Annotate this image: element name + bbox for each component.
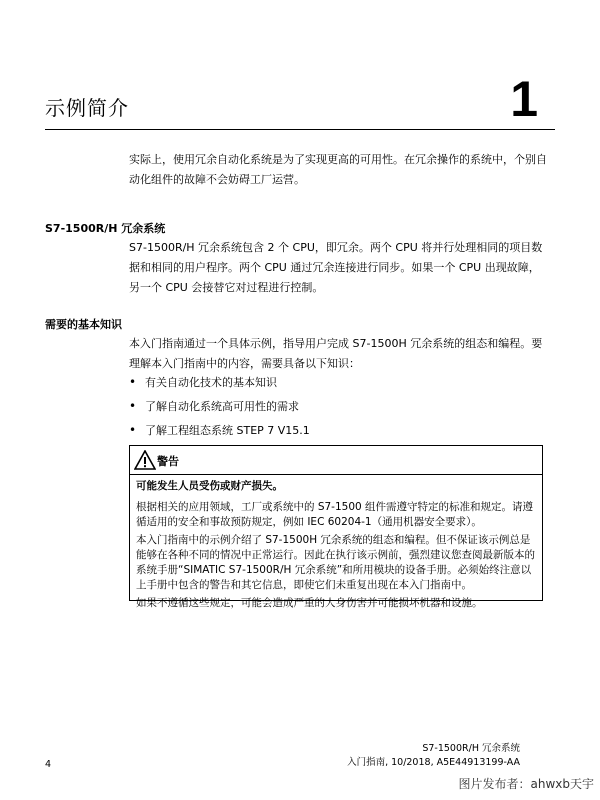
- bullet-item: [129, 398, 299, 415]
- footer-doc-info: 入门指南, 10/2018, A5E44913199-AA: [347, 757, 520, 768]
- bullet-icon: •: [129, 399, 137, 413]
- footer-doc-title: S7-1500R/H 冗余系统: [422, 743, 520, 754]
- bullet-text: 了解自动化系统高可用性的需求: [145, 400, 299, 413]
- warning-body: [130, 475, 542, 611]
- bullet-text: 了解工程组态系统 STEP 7 V15.1: [145, 424, 310, 437]
- section-heading-basic-knowledge: 需要的基本知识: [45, 318, 122, 331]
- page-number: 4: [45, 759, 52, 770]
- warning-triangle-icon: [134, 450, 156, 470]
- bullet-text: 有关自动化技术的基本知识: [145, 376, 277, 389]
- bullet-item: [129, 374, 277, 391]
- section-paragraph-basic-knowledge: 本入门指南通过一个具体示例，指导用户完成 S7-1500H 冗余系统的组态和编程。要理解本入门指南中的内容，需要具备以下知识：: [129, 337, 543, 370]
- section-paragraph-redundant-system: S7-1500R/H 冗余系统包含 2 个 CPU，即冗余。两个 CPU 将并行处理相同的项目数据和相同的用户程序。两个 CPU 通过冗余连接进行同步。如果一个 CPU 出现故障，另一个 CPU 会接替它对过程进行控制。: [129, 241, 543, 294]
- warning-paragraph: 如果不遵循这些规定，可能会造成严重的人身伤害并可能损坏机器和设施。: [136, 597, 483, 609]
- watermark-text: 图片发布者：ahwxb天宇: [458, 777, 594, 791]
- intro-paragraph: 实际上，使用冗余自动化系统是为了实现更高的可用性。在冗余操作的系统中，个别自动化组件的故障不会妨碍工厂运营。: [129, 153, 547, 186]
- warning-paragraph: 本入门指南中的示例介绍了 S7-1500H 冗余系统的组态和编程。但不保证该示例总是能够在各种不同的情况中正常运行。因此在执行该示例前，强烈建议您查阅最新版本的系统手册“SIMATIC S7-1500R/H 冗余系统”和所用模块的设备手册。必须始终注意以上手册中包含的警告和其它信息，即使它们未重复出现在本入门指南中。: [136, 534, 535, 591]
- warning-subtitle: 可能发生人员受伤或财产损失。: [136, 480, 283, 492]
- warning-header: [130, 446, 542, 475]
- bullet-icon: •: [129, 375, 137, 389]
- section-heading-redundant-system: S7-1500R/H 冗余系统: [45, 222, 166, 235]
- warning-paragraph: 根据相关的应用领域，工厂或系统中的 S7-1500 组件需遵守特定的标准和规定。请遵循适用的安全和事故预防规定，例如 IEC 60204-1（通用机器安全要求）。: [136, 501, 534, 528]
- bullet-icon: •: [129, 423, 137, 437]
- title-divider: [45, 129, 555, 130]
- warning-box: [129, 445, 543, 609]
- warning-title: 警告: [157, 455, 179, 468]
- chapter-title: 示例简介: [45, 96, 129, 120]
- bullet-item: [129, 422, 310, 439]
- chapter-number: 1: [510, 71, 538, 127]
